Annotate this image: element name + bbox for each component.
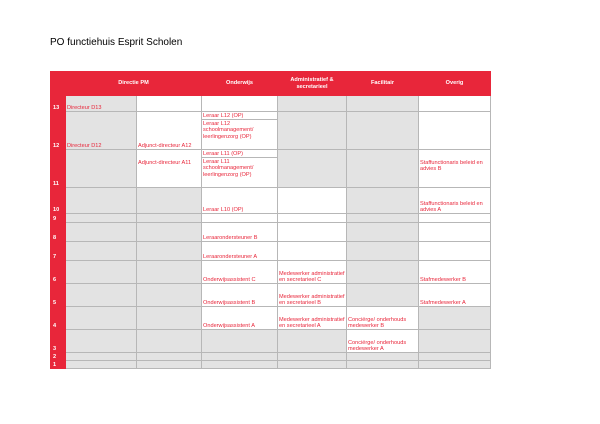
cell-text-a: Leraar L11 (OP) bbox=[202, 150, 277, 158]
cell-text: Adjunct-directeur A11 bbox=[138, 160, 192, 166]
row-number: 11 bbox=[51, 150, 66, 188]
cell-administratief bbox=[278, 353, 347, 361]
cell-overig bbox=[419, 353, 491, 361]
cell-administratief bbox=[278, 330, 347, 353]
cell-onderwijs bbox=[202, 353, 278, 361]
row-number: 12 bbox=[51, 112, 66, 150]
cell-facilitair bbox=[347, 223, 419, 242]
cell-facilitair bbox=[347, 261, 419, 284]
cell-text: Onderwijsassistent C bbox=[203, 276, 256, 283]
cell-overig bbox=[419, 242, 491, 261]
cell-directie-1 bbox=[66, 223, 137, 242]
header-administratief bbox=[278, 72, 347, 96]
cell-directie-2 bbox=[137, 307, 202, 330]
cell-onderwijs bbox=[202, 188, 278, 214]
cell-directie-1 bbox=[66, 361, 137, 369]
cell-directie-2 bbox=[137, 150, 202, 188]
table-row-1 bbox=[51, 361, 491, 369]
cell-directie-2 bbox=[137, 112, 202, 150]
cell-text: Leraarondersteuner A bbox=[203, 253, 258, 260]
cell-administratief bbox=[278, 150, 347, 188]
cell-facilitair bbox=[347, 96, 419, 112]
header-administratief-line2: secretarieel bbox=[296, 83, 328, 90]
cell-administratief bbox=[278, 188, 347, 214]
cell-directie-2 bbox=[137, 223, 202, 242]
cell-directie-1 bbox=[66, 284, 137, 307]
cell-directie-2 bbox=[137, 96, 202, 112]
cell-directie-2 bbox=[137, 242, 202, 261]
cell-onderwijs bbox=[202, 112, 278, 150]
cell-directie-1 bbox=[66, 261, 137, 284]
table-row-8 bbox=[51, 223, 491, 242]
cell-facilitair bbox=[347, 353, 419, 361]
table-row-2 bbox=[51, 353, 491, 361]
cell-administratief bbox=[278, 307, 347, 330]
cell-text: Medewerker administratief en secretarieel B bbox=[279, 293, 345, 306]
cell-text-a: Leraar L12 (OP) bbox=[202, 112, 277, 120]
row-number: 7 bbox=[51, 242, 66, 261]
cell-directie-2 bbox=[137, 188, 202, 214]
cell-overig bbox=[419, 188, 491, 214]
cell-directie-2 bbox=[137, 361, 202, 369]
cell-overig bbox=[419, 150, 491, 188]
cell-text: Stafmedewerker B bbox=[420, 276, 467, 283]
cell-directie-1 bbox=[66, 330, 137, 353]
cell-administratief bbox=[278, 261, 347, 284]
cell-onderwijs bbox=[202, 284, 278, 307]
cell-text: Conciërge/ onderhouds medewerker A bbox=[348, 339, 407, 352]
cell-onderwijs bbox=[202, 261, 278, 284]
cell-directie-1 bbox=[66, 242, 137, 261]
table-row-10 bbox=[51, 188, 491, 214]
row-number: 10 bbox=[51, 188, 66, 214]
cell-text: Directeur D12 bbox=[67, 142, 102, 149]
table-row-5 bbox=[51, 284, 491, 307]
header-administratief-line1: Administratief & bbox=[290, 77, 334, 84]
cell-overig bbox=[419, 214, 491, 223]
cell-text: Stafmedewerker A bbox=[420, 299, 466, 306]
cell-directie-1 bbox=[66, 214, 137, 223]
cell-facilitair bbox=[347, 330, 419, 353]
header-directie: Directie PM bbox=[66, 72, 202, 96]
page-title: PO functiehuis Esprit Scholen bbox=[50, 37, 183, 48]
row-number: 13 bbox=[51, 96, 66, 112]
cell-facilitair bbox=[347, 150, 419, 188]
header-number bbox=[51, 72, 66, 96]
cell-onderwijs bbox=[202, 361, 278, 369]
cell-text-b: Leraar L12 schoolmanagement/ leerlingenzorg (OP) bbox=[203, 121, 254, 140]
table-row-12 bbox=[51, 112, 491, 150]
cell-facilitair bbox=[347, 112, 419, 150]
cell-text: Onderwijsassistent A bbox=[203, 322, 255, 329]
cell-administratief bbox=[278, 242, 347, 261]
header-facilitair: Facilitair bbox=[347, 72, 419, 96]
cell-overig bbox=[419, 223, 491, 242]
cell-text: Staffunctionaris beleid en advies B bbox=[420, 160, 483, 173]
cell-overig bbox=[419, 96, 491, 112]
cell-administratief bbox=[278, 96, 347, 112]
cell-onderwijs bbox=[202, 307, 278, 330]
cell-text: Medewerker administratief en secretarieel C bbox=[279, 270, 345, 283]
table-row-13 bbox=[51, 96, 491, 112]
table-row-6 bbox=[51, 261, 491, 284]
cell-text: Staffunctionaris beleid en advies A bbox=[420, 200, 483, 213]
cell-directie-2 bbox=[137, 214, 202, 223]
cell-facilitair bbox=[347, 188, 419, 214]
cell-onderwijs bbox=[202, 214, 278, 223]
row-number: 9 bbox=[51, 214, 66, 223]
cell-directie-1 bbox=[66, 188, 137, 214]
table-row-4 bbox=[51, 307, 491, 330]
table-row-9 bbox=[51, 214, 491, 223]
cell-facilitair bbox=[347, 361, 419, 369]
cell-onderwijs bbox=[202, 150, 278, 188]
cell-administratief bbox=[278, 223, 347, 242]
cell-facilitair bbox=[347, 307, 419, 330]
cell-overig bbox=[419, 284, 491, 307]
cell-onderwijs bbox=[202, 223, 278, 242]
cell-facilitair bbox=[347, 214, 419, 223]
cell-directie-1 bbox=[66, 353, 137, 361]
cell-directie-1 bbox=[66, 112, 137, 150]
cell-text: Leraar L10 (OP) bbox=[203, 206, 244, 213]
cell-overig bbox=[419, 112, 491, 150]
cell-administratief bbox=[278, 214, 347, 223]
table-row-11 bbox=[51, 150, 491, 188]
cell-administratief bbox=[278, 112, 347, 150]
cell-onderwijs bbox=[202, 96, 278, 112]
table-row-3 bbox=[51, 330, 491, 353]
cell-facilitair bbox=[347, 242, 419, 261]
cell-text: Conciërge/ onderhouds medewerker B bbox=[348, 316, 407, 329]
cell-text: Directeur D13 bbox=[67, 104, 102, 111]
cell-directie-2 bbox=[137, 261, 202, 284]
cell-onderwijs bbox=[202, 330, 278, 353]
cell-directie-2 bbox=[137, 330, 202, 353]
function-table bbox=[50, 71, 491, 369]
table-row-7 bbox=[51, 242, 491, 261]
row-number: 6 bbox=[51, 261, 66, 284]
cell-text-b: Leraar L11 schoolmanagement/ leerlingenzorg (OP) bbox=[203, 159, 254, 178]
cell-administratief bbox=[278, 361, 347, 369]
cell-onderwijs bbox=[202, 242, 278, 261]
cell-directie-2 bbox=[137, 353, 202, 361]
row-number: 2 bbox=[51, 353, 66, 361]
cell-text: Onderwijsassistent B bbox=[203, 299, 256, 306]
row-number: 3 bbox=[51, 330, 66, 353]
cell-directie-1 bbox=[66, 96, 137, 112]
cell-text: Adjunct-directeur A12 bbox=[138, 142, 192, 149]
header-onderwijs: Onderwijs bbox=[202, 72, 278, 96]
header-overig: Overig bbox=[419, 72, 491, 96]
row-number: 5 bbox=[51, 284, 66, 307]
row-number: 4 bbox=[51, 307, 66, 330]
cell-administratief bbox=[278, 284, 347, 307]
cell-text: Leraarondersteuner B bbox=[203, 234, 258, 241]
row-number: 8 bbox=[51, 223, 66, 242]
header-row bbox=[51, 72, 491, 96]
cell-directie-2 bbox=[137, 284, 202, 307]
cell-directie-1 bbox=[66, 150, 137, 188]
cell-overig bbox=[419, 361, 491, 369]
cell-overig bbox=[419, 307, 491, 330]
cell-facilitair bbox=[347, 284, 419, 307]
cell-overig bbox=[419, 261, 491, 284]
row-number: 1 bbox=[51, 361, 66, 369]
cell-overig bbox=[419, 330, 491, 353]
cell-directie-1 bbox=[66, 307, 137, 330]
cell-text: Medewerker administratief en secretarieel A bbox=[279, 316, 345, 329]
